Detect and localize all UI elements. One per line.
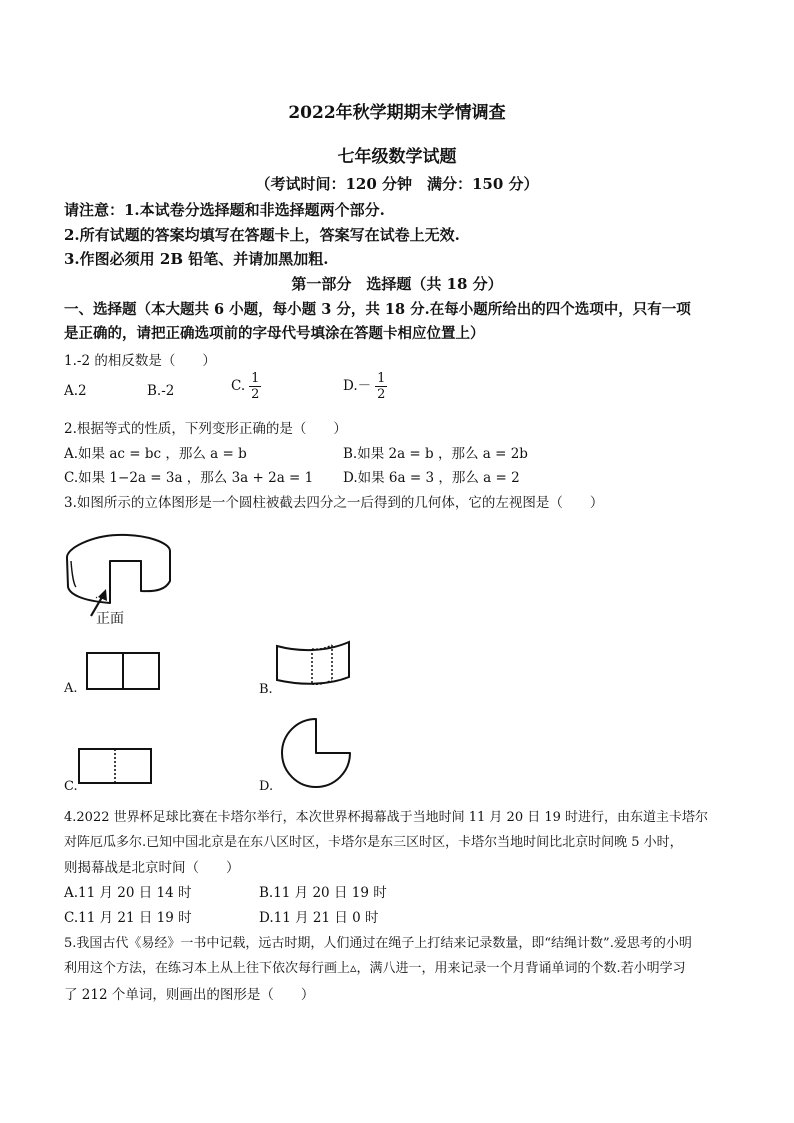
q3-figure-c	[78, 748, 154, 788]
q4-line-1: 4.2022 世界杯足球比赛在卡塔尔举行，本次世界杯揭幕战于当地时间 11 月 20 日 19 时进行，由东道主卡塔尔	[64, 810, 709, 825]
exam-title: 2022年秋学期期末学情调查	[288, 103, 506, 123]
q5-line-1: 5.我国古代《易经》一书中记载，远古时期，人们通过在绳子上打结来记录数量，即“结绳计数”.爱思考的小明	[64, 936, 692, 951]
q1-stem: 1.-2 的相反数是（ ）	[64, 353, 216, 369]
q5-line-3: 了 212 个单词，则画出的图形是（ ）	[64, 987, 315, 1003]
q1-option-c-fraction	[249, 371, 261, 402]
exam-subtitle: 七年级数学试题	[337, 147, 457, 167]
notice-line-2: 2.所有试题的答案均填写在答题卡上，答案写在试卷上无效.	[64, 226, 460, 244]
q1-option-d-fraction	[375, 371, 387, 402]
q4-line-3: 则揭幕战是北京时间（ ）	[64, 860, 240, 876]
q2-option-b: B.如果 2a = b ，那么 a = 2b	[343, 446, 528, 462]
q1-option-d-den: 2	[377, 387, 386, 402]
q4-option-d: D.11 月 21 日 0 时	[259, 910, 379, 926]
q3-figure-b	[274, 640, 354, 688]
q4-option-b: B.11 月 20 日 19 时	[259, 885, 387, 901]
q2-option-c: C.如果 1−2a = 3a ，那么 3a + 2a = 1	[64, 470, 314, 486]
q3-figure-d	[280, 717, 354, 791]
q3-option-b-label: B.	[259, 682, 273, 697]
q2-option-a: A.如果 ac = bc ，那么 a = b	[64, 446, 247, 462]
q1-option-a: A.2	[64, 383, 87, 399]
part-one-instructions-1: 一、选择题（本大题共 6 小题，每小题 3 分，共 18 分.在每小题所给出的四个选项中，只有一项	[64, 301, 691, 318]
q4-line-2: 对阵厄瓜多尔.已知中国北京是在东八区时区，卡塔尔是东三区时区，卡塔尔当地时间比北京时间晚 5 小时，	[64, 835, 683, 850]
q1-option-c	[231, 371, 261, 402]
exam-info: （考试时间：120 分钟 满分：150 分）	[255, 175, 539, 193]
part-one-instructions-2: 是正确的，请把正确选项前的字母代号填涂在答题卡相应位置上）	[64, 325, 485, 342]
q1-option-c-num: 1	[251, 371, 260, 386]
q1-option-b: B.-2	[147, 383, 175, 399]
q4-option-a: A.11 月 20 日 14 时	[64, 885, 192, 901]
q3-option-c-label: C.	[64, 779, 78, 794]
q3-option-d-label: D.	[259, 779, 274, 794]
notice-line-3: 3.作图必须用 2B 铅笔、并请加黑加粗.	[64, 250, 329, 268]
notice-line-1: 请注意：1.本试卷分选择题和非选择题两个部分.	[64, 201, 385, 219]
q1-option-d	[343, 371, 387, 402]
front-label: 正面	[96, 611, 124, 627]
q1-option-d-num: 1	[377, 371, 386, 386]
q5-line-2: 利用这个方法，在练习本上从上往下依次每行画上▵，满八进一，用来记录一个月背诵单词的个数.若小明学习	[64, 961, 686, 976]
q1-option-d-prefix: D.－	[343, 378, 372, 394]
q3-stem: 3.如图所示的立体图形是一个圆柱被截去四分之一后得到的几何体，它的左视图是（ ）	[64, 495, 604, 511]
q3-option-a-label: A.	[64, 681, 78, 696]
part-one-heading: 第一部分 选择题（共 18 分）	[291, 275, 503, 293]
q2-stem: 2.根据等式的性质，下列变形正确的是（ ）	[64, 421, 347, 437]
q1-option-c-den: 2	[251, 387, 260, 402]
q1-option-c-prefix: C.	[231, 378, 246, 394]
q4-option-c: C.11 月 21 日 19 时	[64, 910, 192, 926]
q3-figure-a	[86, 652, 162, 692]
q2-option-d: D.如果 6a = 3 ，那么 a = 2	[343, 470, 520, 486]
